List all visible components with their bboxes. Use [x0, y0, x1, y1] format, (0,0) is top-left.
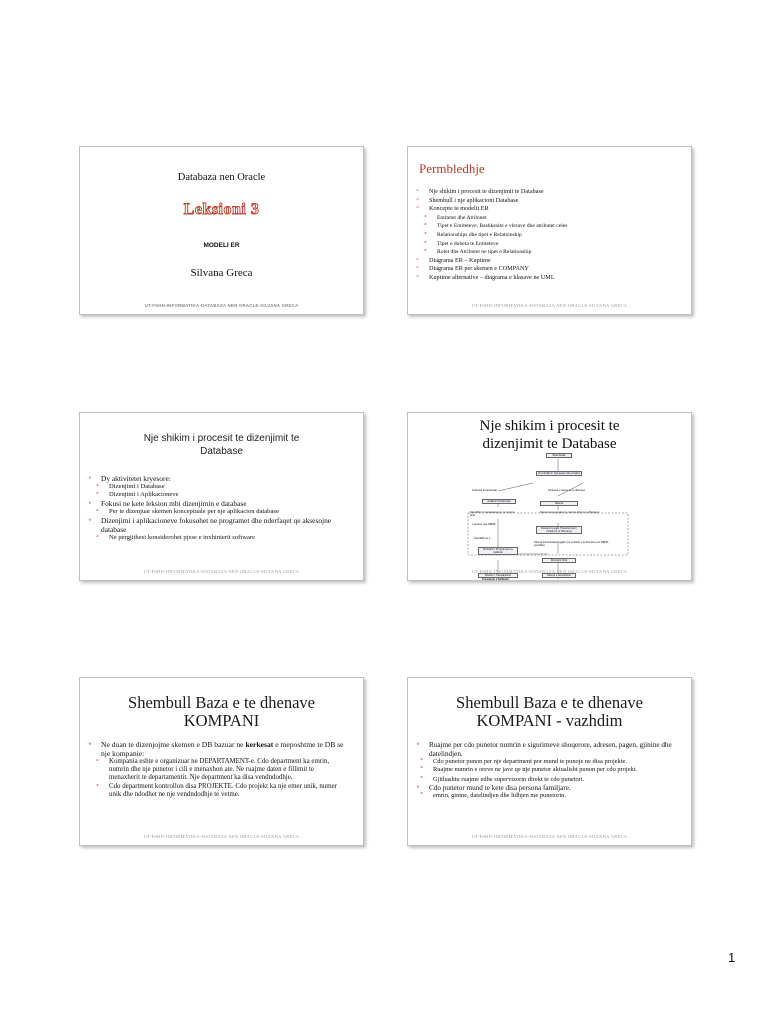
slide-footer: UT-FSHN-INFORMATIKA-DATABAZA NEN ORACLE-SILVANA GRECA — [471, 834, 628, 839]
list-item: ∘ Koncepte te modelit ER — [422, 205, 683, 214]
flow-connectors — [408, 413, 691, 580]
page-number: 1 — [728, 950, 736, 965]
flow-node-requirements: Grumbullimi i kerkesave dhe Analiza — [536, 471, 582, 476]
slide-title — [80, 694, 363, 730]
author-name: Silvana Greca — [190, 267, 253, 279]
slide-title-line-2: KOMPANI - vazhdim — [476, 711, 623, 730]
list-item: ∘ Fokusi ne kete leksion mbi dizenjimin e database — [94, 499, 350, 508]
flow-label-app-programs: Programet e Aplikimit — [482, 578, 509, 581]
flow-label-db-req: Kerkesat e bazes se te dhenave — [548, 489, 586, 492]
list-item: ∘ Gjithashtu ruajme edhe supervizorin direkt te cdo punetori. — [426, 776, 674, 784]
intro-text-bold: kerkesat — [245, 740, 274, 749]
list-item-intro — [94, 740, 344, 758]
slide-title: Permbledhje — [419, 161, 485, 176]
flow-node-physical-design: Dizenjimi Fizik — [542, 558, 576, 563]
flow-node-logical-design: Dizenjimi Logjik (Transformimi i modelit te te dhenave) — [536, 526, 582, 534]
slide-6-company-example-cont — [407, 677, 692, 846]
list-item: ∘ Dy aktivitetet kryesore: — [94, 474, 350, 483]
slide-title — [408, 694, 691, 730]
list-item: ∘ Dizenjimi i Database — [102, 483, 350, 491]
lesson-title: Leksioni 3 — [183, 201, 260, 218]
slide-title-line-2: KOMPANI — [183, 711, 260, 730]
list-item: ∘ Dizenjimi i aplikacioneve fokusohet ne programet dhe nderfaqet qe aksesojne database — [94, 516, 350, 534]
flow-node-internal-schema: Skema e brendshme — [542, 573, 576, 578]
list-item: ∘ Nje shikim i procesit te dizenjimit te Database — [422, 188, 683, 197]
summary-list — [408, 188, 683, 283]
flow-node-app-program-design: Dizenjimi i Programeve te Aplikimit — [478, 547, 518, 555]
slide-footer: UT-FSHN-INFORMATIKA-DATABAZA NEN ORACLE-SILVANA GRECA — [144, 303, 299, 308]
slide-title-line-2: dizenjimit te Database — [482, 436, 617, 452]
list-item: ∘ Kuptime alternative – diagrama e klasave ne UML — [422, 274, 683, 283]
list-item: ∘ Diagrama ER – Kuptime — [422, 257, 683, 266]
bullet-list — [80, 474, 350, 542]
slide-footer: UT-FSHN-INFORMATIKA-DATABAZA NEN ORACLE-SILVANA GRECA — [471, 303, 628, 308]
list-item: ∘ emrin, ginine, datelindjen dhe lidhjen me punetorin. — [426, 792, 674, 800]
list-item: ∘ Shembull i nje aplikacioni Database — [422, 197, 683, 206]
flow-node-functional-analysis: Analiza Funksionale — [482, 499, 516, 504]
slide-title — [80, 432, 363, 458]
list-item: ∘ Cdo punetor punon per nje department por mund te punoje ne disa projekte. — [426, 758, 674, 766]
flow-node-schema: Skema — [540, 501, 578, 506]
flow-node-transaction-impl: Zbatimi i Transaksionit — [478, 573, 518, 578]
bullet-list — [80, 740, 344, 799]
flow-label-specifications: Specifikimet e... — [474, 537, 493, 540]
slide-2-summary — [407, 146, 692, 315]
slide-title-line-1: Shembull Baza e te dhenave — [456, 693, 643, 712]
slide-footer: UT-FSHN-INFORMATIKA-DATABAZA NEN ORACLE-SILVANA GRECA — [143, 569, 300, 574]
list-item: ∘ Ruajme numrin e oreve ne jave qe nje punetor aktualisht punon per cdo projekt. — [426, 766, 674, 774]
slide-title-line-1: Shembull Baza e te dhenave — [128, 693, 315, 712]
list-item: ∘ Diagrama ER per skemen e COMPANY — [422, 265, 683, 274]
list-item: ∘ Tipet e dobeta te Entiteteve — [430, 240, 683, 249]
slide-title-line-1: Nje shikim i procesit te dizenjimit te — [143, 433, 300, 444]
slide-3-design-process — [79, 412, 364, 581]
list-item: ∘ Relationships dhe tipet e Relationship — [430, 231, 683, 240]
lesson-topic: MODELI ER — [203, 242, 240, 249]
list-item: ∘ Cdo department kontrollon disa PROJEKTE. Cdo projekt ka nje emer unik, numer unik dhe ndodhet ne nje vendndodhje te vetme. — [102, 783, 344, 799]
list-item: ∘ Tipet e Entiteteve, Bashkesite e vlerave dhe atributet celes — [430, 222, 683, 231]
slide-title-line-1: Nje shikim i procesit te — [479, 418, 620, 434]
slide-footer: UT-FSHN-INFORMATIKA-DATABAZA NEN ORACLE-SILVANA GRECA — [143, 834, 300, 839]
flow-node-real-world: Bota Reale — [546, 453, 572, 458]
list-item: ∘ Cdo punetor mund te kete disa persona familjare. — [422, 784, 674, 793]
bullet-list — [408, 741, 674, 800]
list-item: ∘ Entitetet dhe Atributet — [430, 214, 683, 223]
slide-footer: UT-FSHN-INFORMATIKA-DATABAZA NEN ORACLE-SILVANA GRECA — [471, 569, 628, 574]
slide-5-company-example — [79, 677, 364, 846]
slide-4-process-diagram — [407, 412, 692, 581]
list-item: ∘ Ne pergjithesi konsiderohet pjese e inxhinierit software — [102, 534, 350, 542]
list-item: ∘ Ruajme per cdo punetor numrin e sigurimeve shoqerore, adresen, pagen, gjinine dhe datelindjen. — [422, 741, 674, 758]
flow-label-functional-req: Kerkesat Funksionale — [472, 489, 497, 492]
slide-title-line-2: Database — [200, 446, 243, 457]
list-item: ∘ Per te dizenjuar skemen konceptuale per nje aplikacion database — [102, 508, 350, 516]
list-item: ∘ Dizenjimi i Aplikacioneve — [102, 491, 350, 499]
intro-text-post: e meposhtme te DB se nje kompanie: — [101, 740, 344, 758]
list-item: ∘ Rolet dhe Atributet ne tipet e Relationship — [430, 248, 683, 257]
course-name: Databaza nen Oracle — [177, 172, 266, 183]
flow-label-transaction-spec: Specifikimi i transaksioneve ne nivel te larte — [470, 511, 515, 517]
slide-1-title — [79, 146, 364, 315]
intro-text-pre: Ne duan te dizenjojme skemen e DB bazuar ne — [101, 740, 244, 749]
flow-label-conceptual-schema: Skema konceptuale (ne nivel te larte te te dhenave) — [540, 511, 600, 514]
flow-label-dbms-independent: I pavarur nga DBMS — [472, 523, 496, 526]
list-item: ∘ Kompania eshte e organizuar ne DEPARTAMENT-e. Cdo department ka emrin, numrin dhe nje punetor i cili e menaxhon ate. Ne ruajme daten e fillimit te menaxherit te departamentit. Nje department ka disa vendndodhje. — [102, 758, 344, 783]
flow-label-logical-schema: Skema konceptuale Logjike (ne modelin e te dhenave per DBMS specifike) — [534, 541, 609, 547]
